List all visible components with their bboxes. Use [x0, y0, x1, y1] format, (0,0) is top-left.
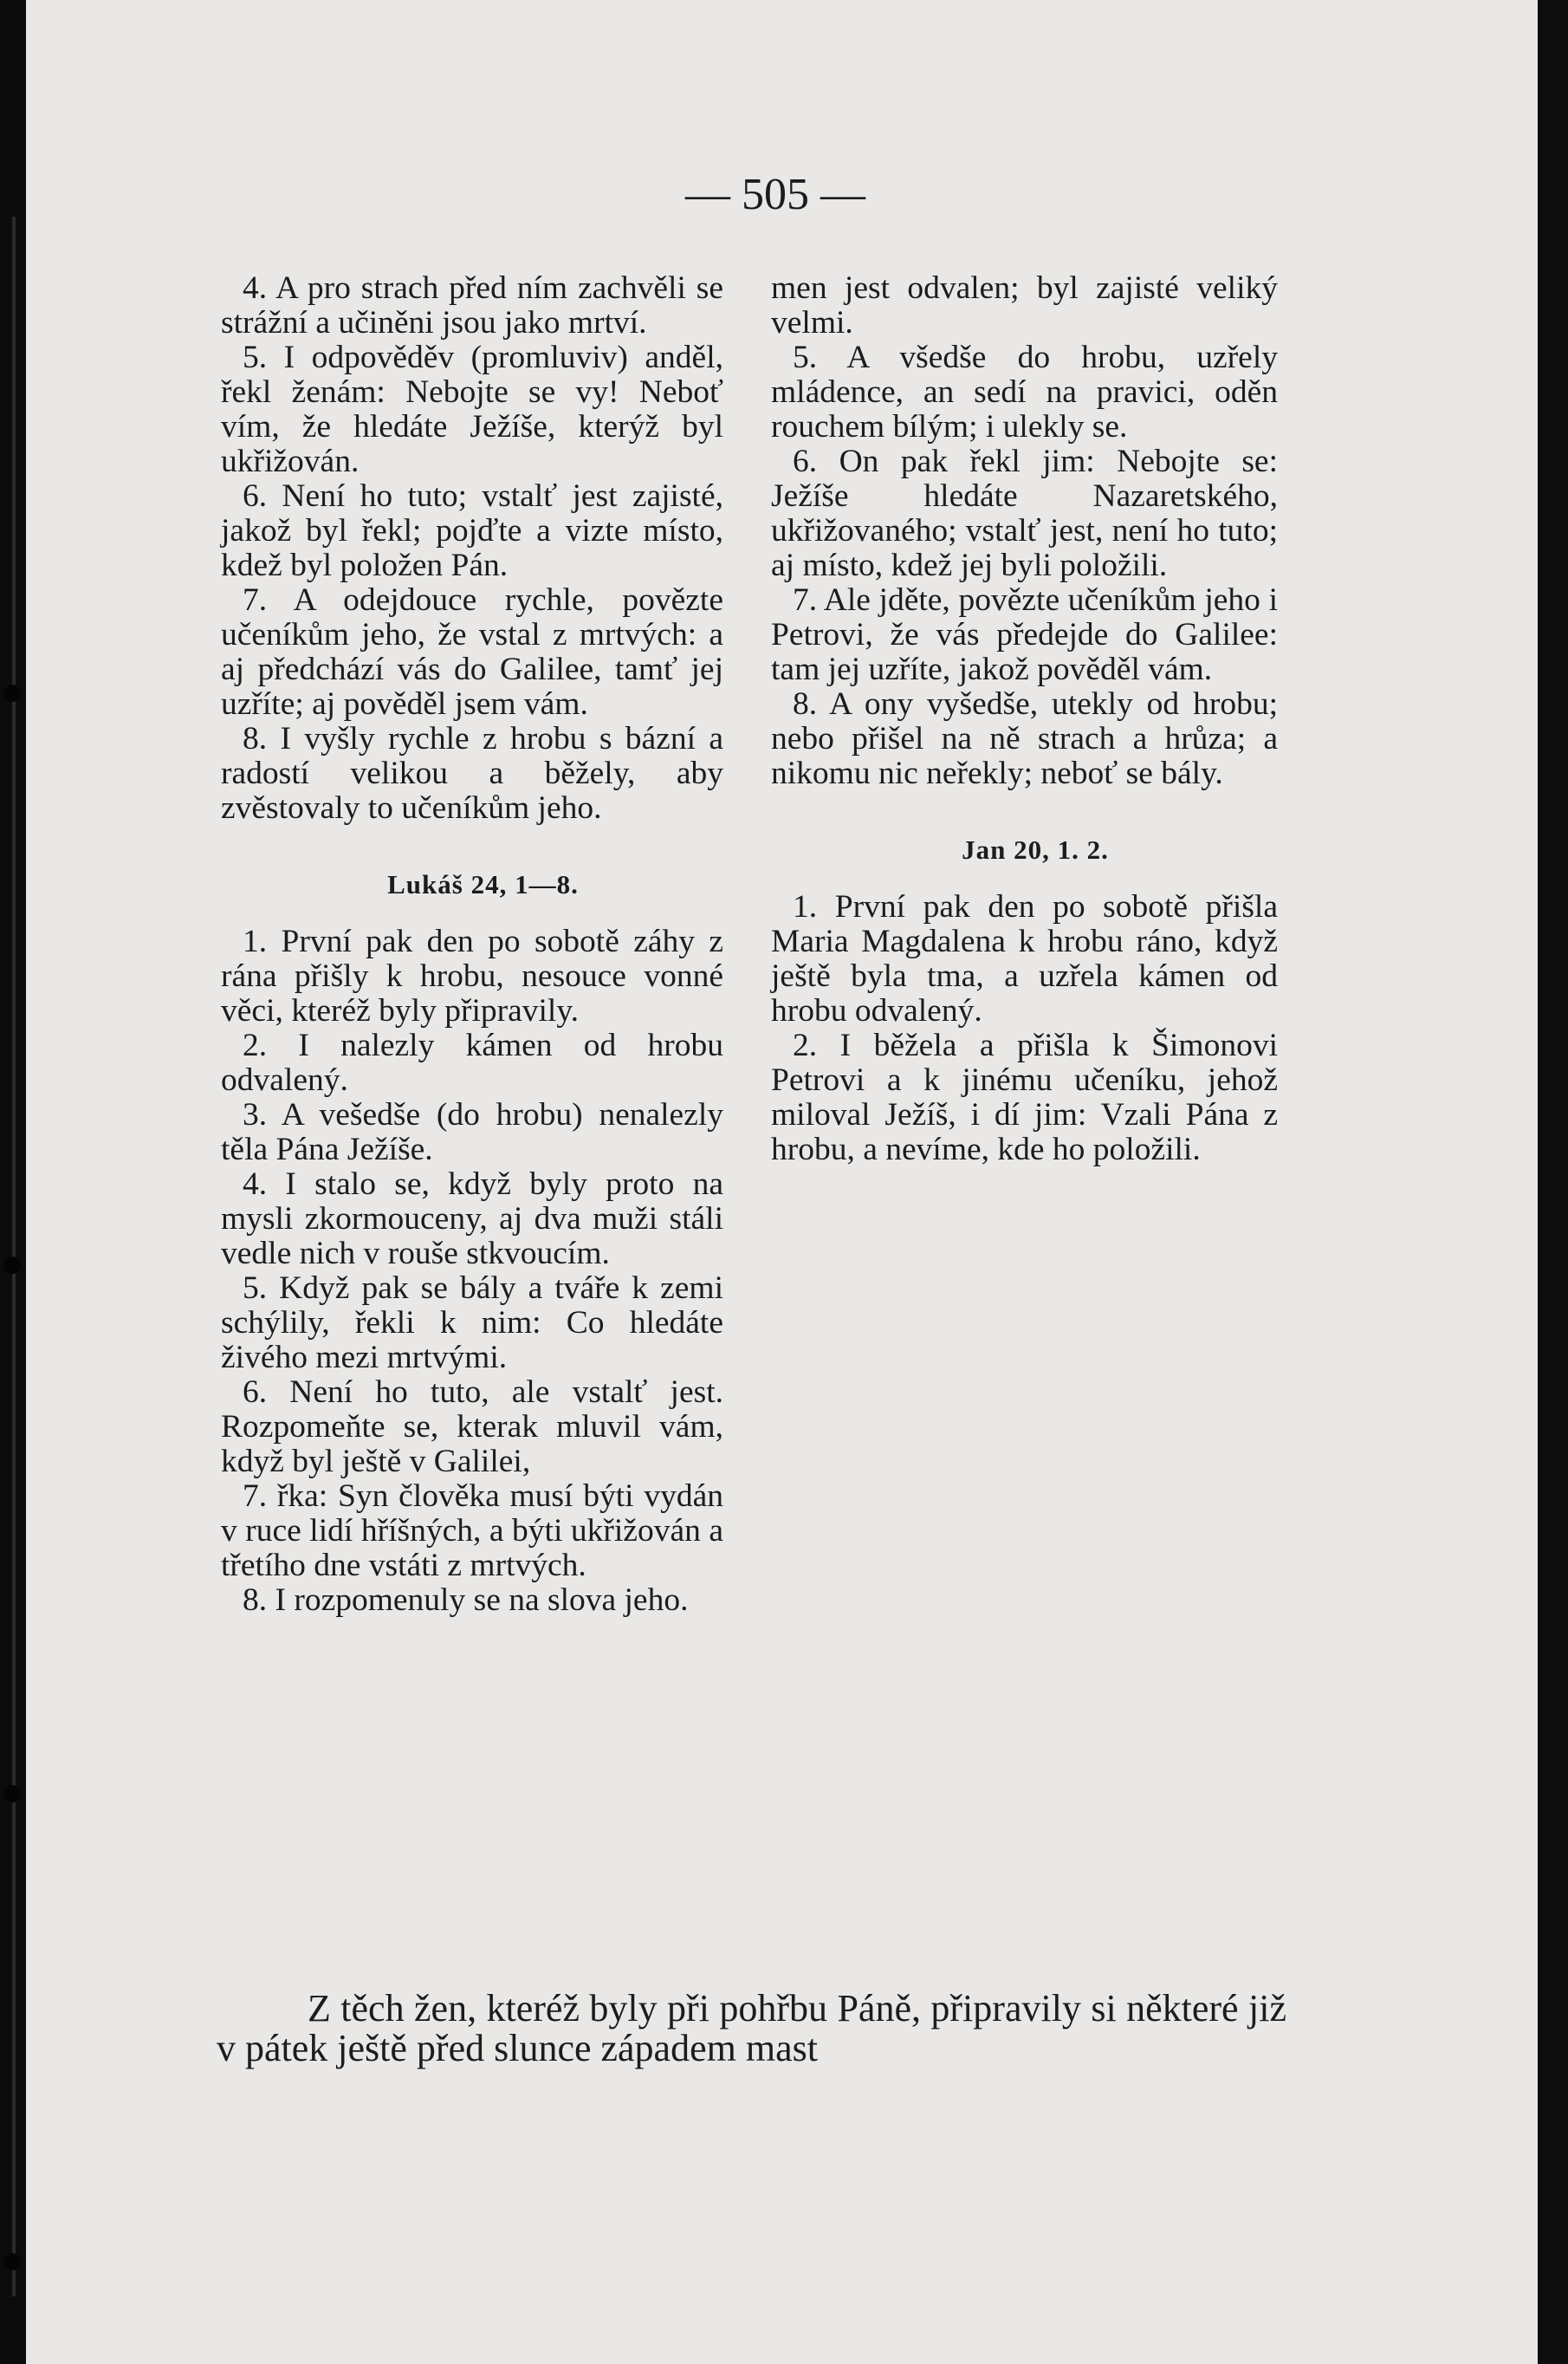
closing-paragraph: [217, 1989, 1286, 2068]
verse: 2. I nalezly kámen od hrobu odvalený.: [221, 1028, 723, 1098]
scan-right-edge: [1538, 0, 1568, 2364]
scan-binding-edge: [0, 0, 26, 2364]
verse: 7. Ale jděte, povězte učeníkům jeho i Petrovi, že vás předejde do Galilee: tam jej uzříte, jakož pověděl vám.: [771, 582, 1278, 687]
binding-mark: [3, 1257, 21, 1274]
verse: 4. A pro strach před ním zachvěli se strážní a učiněni jsou jako mrtví.: [221, 270, 723, 341]
closing-text: Z těch žen, kteréž byly při pohřbu Páně, připravily si některé již v pátek ještě před slunce západem mast: [217, 1987, 1286, 2069]
binding-mark: [3, 2253, 21, 2270]
verse: 3. A vešedše (do hrobu) nenalezly těla Pána Ježíše.: [221, 1097, 723, 1167]
verse-continuation: men jest odvalen; byl zajisté veliký velmi.: [771, 270, 1278, 341]
verse: 8. A ony vyšedše, utekly od hrobu; nebo přišel na ně strach a hrůza; a nikomu nic neřekly; neboť se bály.: [771, 686, 1278, 791]
verse: 1. První pak den po sobotě záhy z rána přišly k hrobu, nesouce vonné věci, kteréž byly připravily.: [221, 924, 723, 1029]
verse: 6. Není ho tuto, ale vstalť jest. Rozpomeňte se, kterak mluvil vám, když byl ještě v Galilei,: [221, 1374, 723, 1479]
verse: 7. A odejdouce rychle, povězte učeníkům jeho, že vstal z mrtvých: a aj předchází vás do Galilee, tamť jej uzříte; aj pověděl jsem vám.: [221, 582, 723, 722]
verse: 6. Není ho tuto; vstalť jest zajisté, jakož byl řekl; pojďte a vizte místo, kdež byl položen Pán.: [221, 478, 723, 583]
section-heading-john: Jan 20, 1. 2.: [962, 835, 1109, 865]
binding-mark: [3, 685, 21, 702]
verse: 8. I rozpomenuly se na slova jeho.: [243, 1582, 689, 1618]
verse: 2. I běžela a přišla k Šimonovi Petrovi a k jinému učeníku, jehož miloval Ježíš, i dí jim: Vzali Pána z hrobu, a nevíme, kde ho položili.: [771, 1028, 1278, 1167]
verse: 5. I odpověděv (promluviv) anděl, řekl ženám: Nebojte se vy! Neboť vím, že hledáte Ježíše, kterýž byl ukřižován.: [221, 340, 723, 479]
verse: 6. On pak řekl jim: Nebojte se: Ježíše hledáte Nazaretského, ukřižovaného; vstalť jest, není ho tuto; aj místo, kdež jej byli položili.: [771, 444, 1278, 583]
section-heading-luke: Lukáš 24, 1—8.: [387, 869, 579, 899]
right-column: [771, 271, 1278, 1167]
page-number: — 505 —: [685, 170, 865, 219]
verse: 1. První pak den po sobotě přišla Maria Magdalena k hrobu ráno, když ještě byla tma, a uzřela kámen od hrobu odvalený.: [771, 889, 1278, 1029]
verse: 5. A všedše do hrobu, uzřely mládence, an sedí na pravici, oděn rouchem bílým; i ulekly se.: [771, 340, 1278, 445]
verse: 4. I stalo se, když byly proto na mysli zkormouceny, aj dva muži stáli vedle nich v rouše stkvoucím.: [221, 1166, 723, 1271]
left-column: [221, 271, 723, 1618]
verse: 7. řka: Syn člověka musí býti vydán v ruce lidí hříšných, a býti ukřižován a třetího dne vstáti z mrtvých.: [221, 1478, 723, 1583]
verse: 5. Když pak se bály a tváře k zemi schýlily, řekli k nim: Co hledáte živého mezi mrtvými.: [221, 1270, 723, 1375]
binding-mark: [3, 1785, 21, 1802]
verse: 8. I vyšly rychle z hrobu s bázní a radostí velikou a běžely, aby zvěstovaly to učeníkům jeho.: [221, 721, 723, 826]
